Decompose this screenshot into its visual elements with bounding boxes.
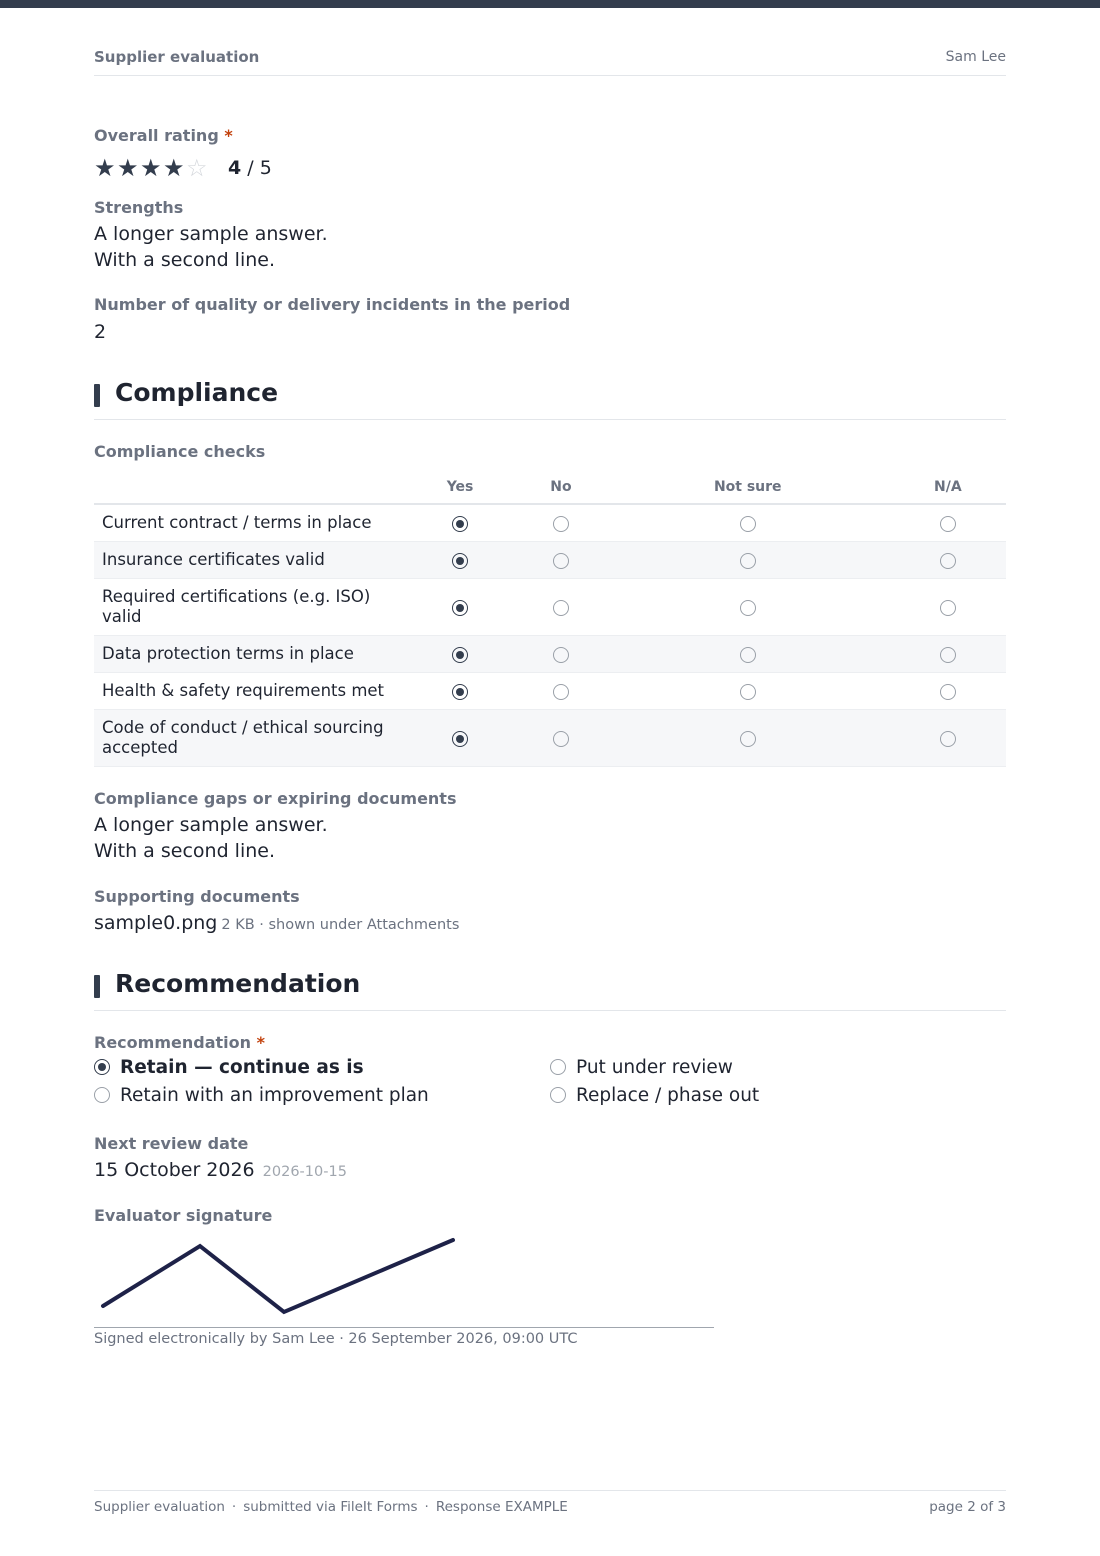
option-under-review[interactable] xyxy=(550,1057,733,1078)
radio-yes[interactable] xyxy=(452,600,468,616)
footer-info xyxy=(94,1499,568,1515)
star-icon: ★ xyxy=(140,154,162,182)
attachment-file xyxy=(94,912,459,934)
recommendation-label-text: Recommendation xyxy=(94,1033,251,1052)
option-label: Retain — continue as is xyxy=(120,1057,364,1078)
rating-score: 4 xyxy=(228,157,242,179)
radio-no[interactable] xyxy=(553,731,569,747)
table-row xyxy=(94,504,1006,541)
footer-form-name: Supplier evaluation xyxy=(94,1499,225,1515)
footer-separator: · xyxy=(424,1499,429,1515)
option-label: Put under review xyxy=(576,1057,733,1078)
row-label xyxy=(94,709,404,766)
radio-no[interactable] xyxy=(553,553,569,569)
section-compliance xyxy=(94,378,1006,420)
radio-na[interactable] xyxy=(940,647,956,663)
next-review-date-iso: 2026-10-15 xyxy=(262,1164,347,1180)
overall-rating-label-text: Overall rating xyxy=(94,126,219,145)
table-row xyxy=(94,635,1006,672)
radio-yes[interactable] xyxy=(452,516,468,532)
option-retain[interactable] xyxy=(94,1057,364,1078)
star-icon: ★ xyxy=(163,154,185,182)
section-bar xyxy=(94,975,100,998)
option-label: Retain with an improvement plan xyxy=(120,1085,429,1106)
row-label: Current contract / terms in place xyxy=(94,504,404,541)
page-header xyxy=(94,48,1006,76)
section-recommendation xyxy=(94,969,1006,1011)
signature-box xyxy=(94,1232,714,1328)
signature-label: Evaluator signature xyxy=(94,1206,273,1225)
table-row xyxy=(94,709,1006,766)
table-row xyxy=(94,578,1006,635)
column-header-not-sure: Not sure xyxy=(606,470,890,504)
overall-rating-label xyxy=(94,126,233,145)
signature-drawing xyxy=(94,1232,714,1328)
section-title: Compliance xyxy=(115,378,279,407)
compliance-gaps-label: Compliance gaps or expiring documents xyxy=(94,789,457,808)
footer-response: Response EXAMPLE xyxy=(435,1499,568,1515)
star-empty-icon: ☆ xyxy=(186,154,208,182)
radio-yes[interactable] xyxy=(452,684,468,700)
footer-separator: · xyxy=(231,1499,237,1515)
incidents-answer: 2 xyxy=(94,321,107,343)
row-label xyxy=(94,578,404,635)
radio-no[interactable] xyxy=(553,516,569,532)
radio-no[interactable] xyxy=(553,647,569,663)
compliance-gaps-answer: A longer sample answer. With a second line. xyxy=(94,814,328,862)
radio-no[interactable] xyxy=(553,684,569,700)
rating-value xyxy=(228,157,272,179)
section-title: Recommendation xyxy=(115,969,361,998)
radio-icon[interactable] xyxy=(550,1087,566,1103)
next-review-date-display: 15 October 2026 xyxy=(94,1159,255,1181)
incidents-label: Number of quality or delivery incidents in the period xyxy=(94,295,571,314)
next-review-label: Next review date xyxy=(94,1134,249,1153)
radio-na[interactable] xyxy=(940,731,956,747)
page-number: page 2 of 3 xyxy=(929,1499,1006,1515)
radio-icon[interactable] xyxy=(94,1087,110,1103)
rating-max: / 5 xyxy=(247,157,272,179)
column-header-na: N/A xyxy=(890,470,1006,504)
compliance-matrix xyxy=(94,470,1006,767)
form-title: Supplier evaluation xyxy=(94,48,260,66)
row-label-text: Code of conduct / ethical sourcing accepted xyxy=(102,717,384,757)
table-row xyxy=(94,672,1006,709)
star-icon: ★ xyxy=(117,154,139,182)
section-bar xyxy=(94,384,100,407)
top-accent-bar xyxy=(0,0,1100,8)
radio-not-sure[interactable] xyxy=(740,647,756,663)
user-name: Sam Lee xyxy=(945,49,1006,65)
radio-yes[interactable] xyxy=(452,731,468,747)
attachment-file-meta: 2 KB · shown under Attachments xyxy=(221,917,460,933)
signature-caption: Signed electronically by Sam Lee · 26 September 2026, 09:00 UTC xyxy=(94,1331,578,1347)
radio-not-sure[interactable] xyxy=(740,731,756,747)
row-label: Insurance certificates valid xyxy=(94,541,404,578)
attachment-file-name[interactable]: sample0.png xyxy=(94,912,218,934)
radio-not-sure[interactable] xyxy=(740,516,756,532)
option-improvement-plan[interactable] xyxy=(94,1085,429,1106)
radio-yes[interactable] xyxy=(452,647,468,663)
footer-submitted: submitted via FileIt Forms xyxy=(243,1499,418,1515)
radio-not-sure[interactable] xyxy=(740,684,756,700)
matrix-corner xyxy=(94,470,404,504)
required-marker: * xyxy=(224,126,233,145)
radio-na[interactable] xyxy=(940,553,956,569)
radio-not-sure[interactable] xyxy=(740,553,756,569)
column-header-no: No xyxy=(516,470,606,504)
row-label-text: Required certifications (e.g. ISO) valid xyxy=(102,586,371,626)
radio-icon[interactable] xyxy=(550,1059,566,1075)
strengths-label: Strengths xyxy=(94,198,184,217)
star-icon: ★ xyxy=(94,154,116,182)
strengths-answer: A longer sample answer. With a second line. xyxy=(94,223,328,271)
radio-yes[interactable] xyxy=(452,553,468,569)
radio-selected-icon[interactable] xyxy=(94,1059,110,1075)
column-header-yes: Yes xyxy=(404,470,516,504)
supporting-documents-label: Supporting documents xyxy=(94,887,300,906)
required-marker: * xyxy=(256,1033,265,1052)
radio-na[interactable] xyxy=(940,516,956,532)
page-footer xyxy=(94,1490,1006,1520)
option-label: Replace / phase out xyxy=(576,1085,760,1106)
option-replace[interactable] xyxy=(550,1085,759,1106)
next-review-date xyxy=(94,1159,347,1181)
compliance-checks-label: Compliance checks xyxy=(94,442,266,461)
table-row xyxy=(94,541,1006,578)
radio-na[interactable] xyxy=(940,684,956,700)
radio-na[interactable] xyxy=(940,600,956,616)
star-rating xyxy=(94,154,209,182)
radio-not-sure[interactable] xyxy=(740,600,756,616)
row-label: Data protection terms in place xyxy=(94,635,404,672)
radio-no[interactable] xyxy=(553,600,569,616)
row-label: Health & safety requirements met xyxy=(94,672,404,709)
recommendation-label xyxy=(94,1033,265,1052)
